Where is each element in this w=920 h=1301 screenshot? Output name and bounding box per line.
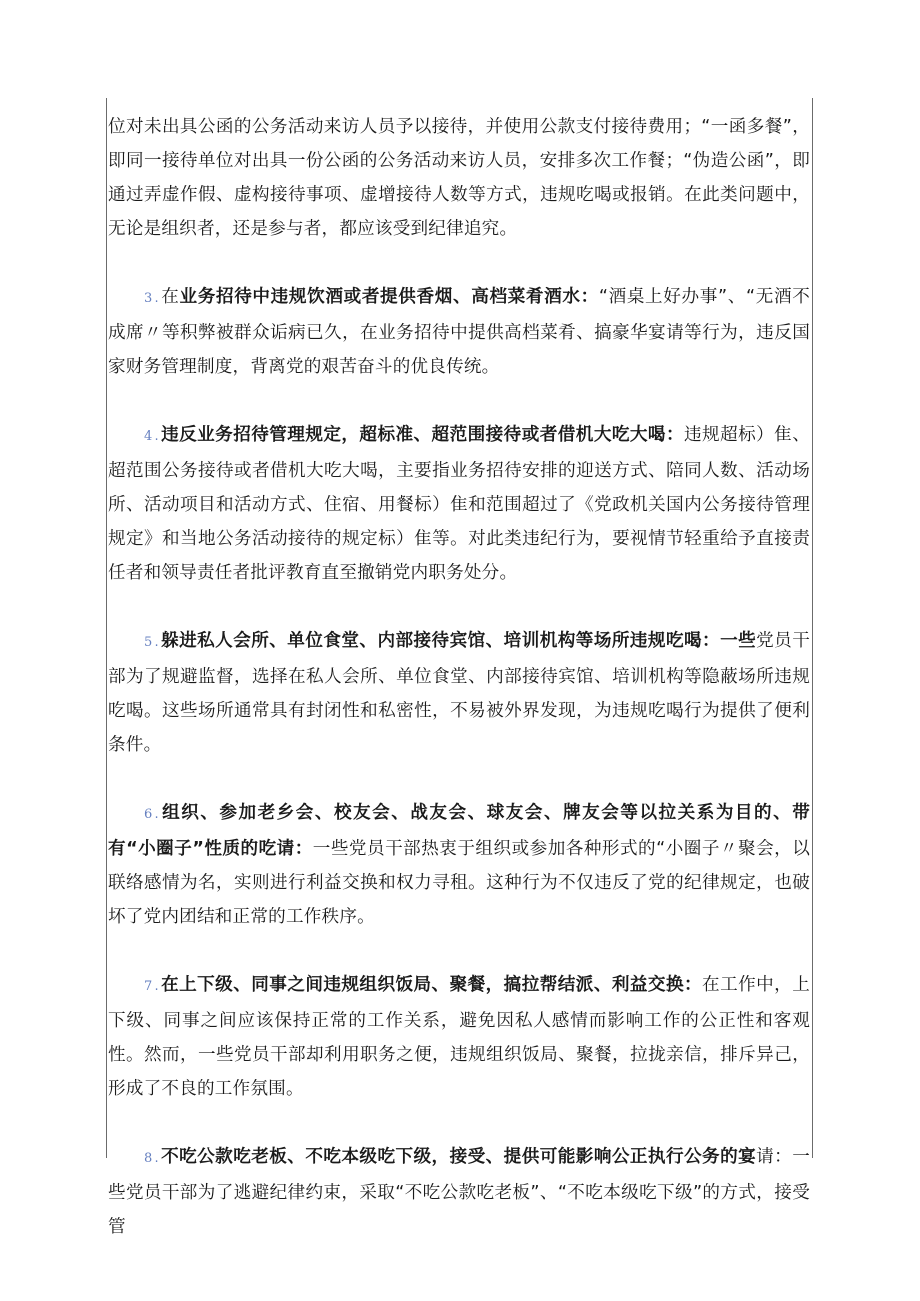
item-lead: 在 [160,287,180,307]
intro-paragraph: 位对未出具公函的公务活动来访人员予以接待，并使用公款支付接待费用；“一函多餐”，即同一接待单位对出具一份公函的公务活动来访人员，安排多次工作餐；“伪造公函”，即通过弄虚作假、虚构接待事项、虚增接待人数等方式，违规吃喝或报销。在此类问题中，无论是组织者，还是参与者，都应该受到纪律追究。 [108,117,810,239]
document-body [108,110,810,1278]
item-dot: . [154,1151,159,1166]
list-item [108,280,810,384]
item-dot: . [154,807,159,822]
item-number: 4 [144,429,153,444]
item-dot: . [154,429,159,444]
item-dot: . [154,979,159,994]
item-heading: 在上下级、同事之间违规组织饭局、聚餐，搞拉帮结派、利益交换： [160,975,703,995]
list-item [108,418,810,590]
item-heading: 业务招待中违规饮酒或者提供香烟、高档菜肴酒水： [179,287,599,307]
item-number: 3 [144,291,153,306]
item-heading: 不吃公款吃老板、不吃本级吃下级，接受、提供可能影响公正执行公务的宴 [160,1147,757,1167]
item-number: 8 [144,1151,153,1166]
list-item [108,796,810,934]
item-heading: 躲进私人会所、单位食堂、内部接待宾馆、培训机构等场所违规吃喝：一些 [160,631,757,651]
item-number: 7 [144,979,153,994]
item-body: 在工作中，上下级、同事之间应该保持正常的工作关系，避免因私人感情而影响工作的公正性和客观性。然而，一些党员干部却利用职务之便，违规组织饭局、聚餐，拉拢亲信，排斥异己，形成了不良的工作氛围。 [108,975,810,1099]
item-dot: . [154,635,159,650]
item-body: 违规超标）隹、超范围公务接待或者借机大吃大喝，主要指业务招待安排的迎送方式、陪同人数、活动场所、活动项目和活动方式、住宿、用餐标）隹和范围超过了《党政机关国内公务接待管理规定》和当地公务活动接待的规定标）隹等。对此类违纪行为，要视情节轻重给予直接责任者和领导责任者批评教育直至撤销党内职务处分。 [108,425,810,583]
item-dot: . [154,291,159,306]
list-item [108,1140,810,1244]
item-number: 6 [144,807,153,822]
list-item [108,624,810,762]
item-body: “酒桌上好办事”、“无酒不成席〃等积弊被群众诟病已久，在业务招待中提供高档菜肴、搞豪华宴请等行为，违反国家财务管理制度，背离党的艰苦奋斗的优良传统。 [108,287,810,377]
item-number: 5 [144,635,153,650]
item-body: 一些党员干部热衷于组织或参加各种形式的“小圈子〃聚会，以联络感情为名，实则进行利益交换和权力寻租。这种行为不仅违反了党的纪律规定，也破坏了党内团结和正常的工作秩序。 [108,839,811,927]
item-body: 党员干部为了规避监督，选择在私人会所、单位食堂、内部接待宾馆、培训机构等隐蔽场所违规吃喝。这些场所通常具有封闭性和私密性，不易被外界发现，为违规吃喝行为提供了便利条件。 [108,631,810,755]
item-heading: 违反业务招待管理规定，超标准、超范围接待或者借机大吃大喝： [160,425,684,445]
page-border-right [812,98,813,1158]
item-heading: 组织、参加老乡会、校友会、战友会、球友会、牌友会等以拉关系为目的、带有“小圈子”性质的吃请： [108,803,810,859]
list-item [108,968,810,1106]
item-body: 请：一些党员干部为了逃避纪律约束，采取“不吃公款吃老板”、“不吃本级吃下级”的方式，接受管 [108,1147,810,1237]
page-border-left [106,98,107,1158]
